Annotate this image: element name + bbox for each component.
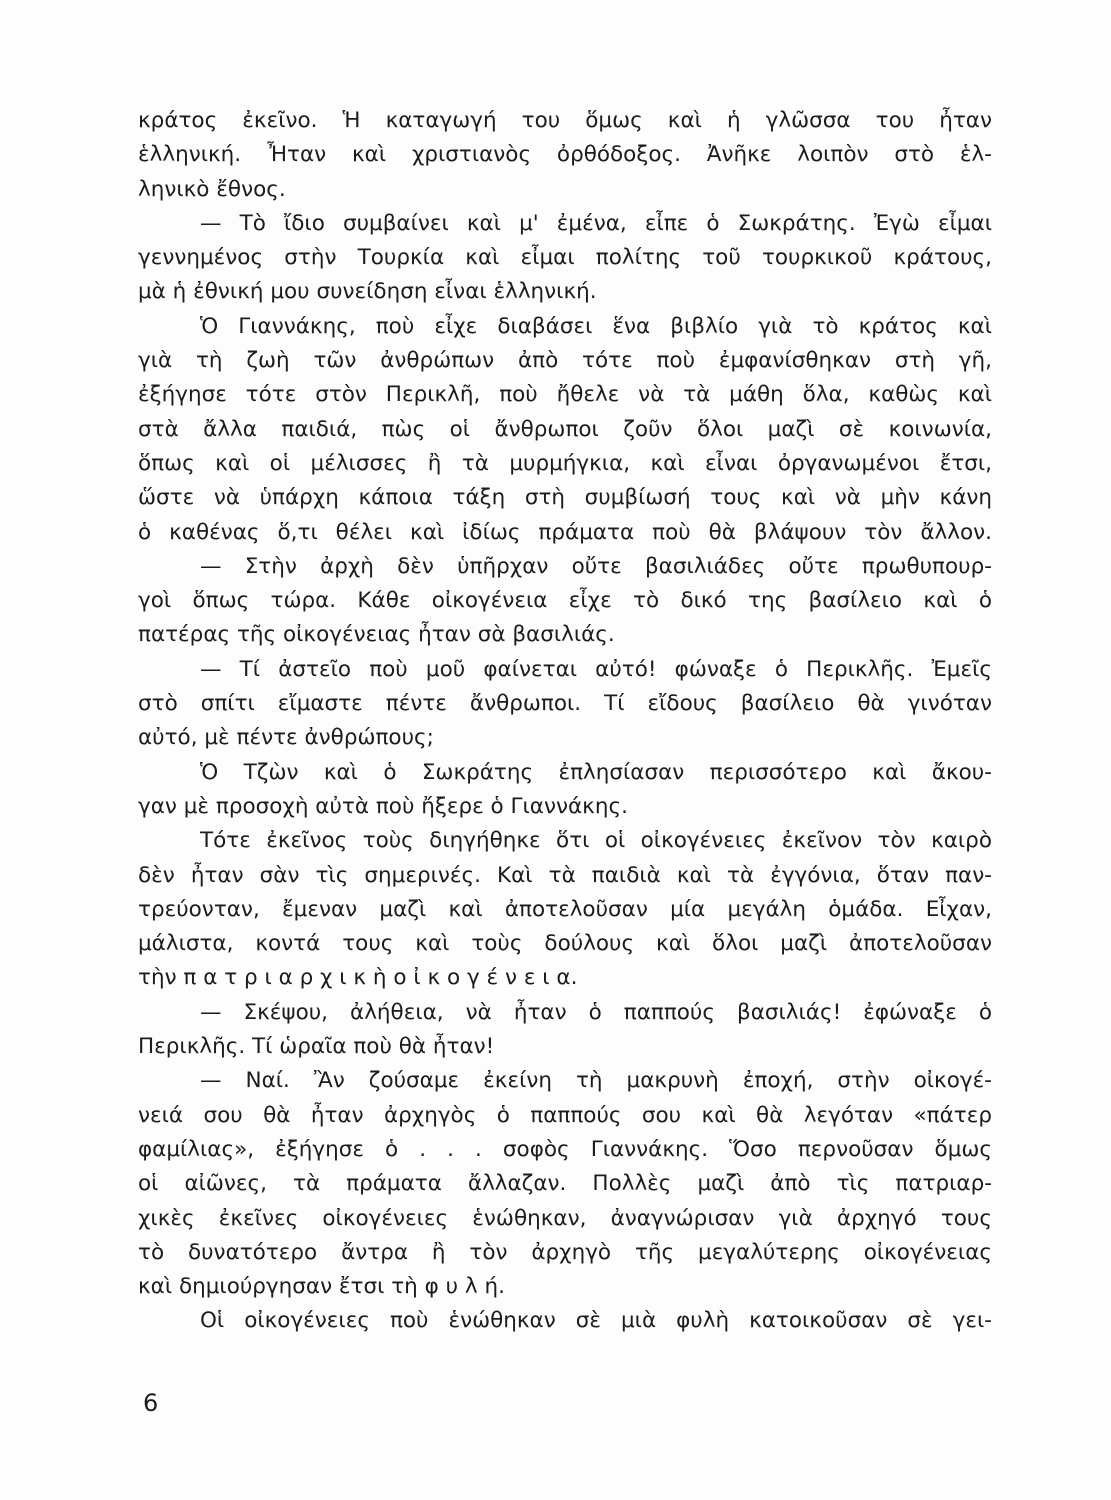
text-line: — Τί ἀστεῖο ποὺ μοῦ φαίνεται αὐτό! φώναξε ὁ Περικλῆς. Ἐμεῖς — [200, 656, 992, 682]
text-line: κράτος ἐκεῖνο. Ἡ καταγωγή του ὅμως καὶ ἡ γλῶσσα του ἦταν — [138, 108, 992, 133]
text-line: μὰ ἡ ἐθνική μου συνείδηση εἶναι ἑλληνική. — [138, 279, 597, 305]
text-line: Τότε ἐκεῖνος τοὺς διηγήθηκε ὅτι οἱ οἰκογένειες ἐκεῖνον τὸν καιρὸ — [200, 828, 992, 854]
text-line: αὐτό, μὲ πέντε ἀνθρώπους; — [138, 725, 434, 751]
text-line: φαμίλιας», ἐξήγησε ὁ . . . σοφὸς Γιαννάκης. Ὅσο περνοῦσαν ὅμως — [138, 1136, 992, 1162]
text-line: γιὰ τὴ ζωὴ τῶν ἀνθρώπων ἀπὸ τότε ποὺ ἐμφανίσθηκαν στὴ γῆ, — [138, 348, 992, 374]
text-line: καὶ δημιούργησαν ἔτσι τὴ φ υ λ ή. — [138, 1274, 505, 1300]
text-line: τὴν π α τ ρ ι α ρ χ ι κ ὴ ο ἰ κ ο γ έ ν ε ι α. — [138, 965, 578, 991]
text-line: νειά σου θὰ ἦταν ἀρχηγὸς ὁ παππούς σου καὶ θὰ λεγόταν «πάτερ — [138, 1102, 992, 1128]
text-line: στὸ σπίτι εἴμαστε πέντε ἄνθρωποι. Τί εἴδους βασίλειο θὰ γινόταν — [138, 691, 992, 717]
text-line: πατέρας τῆς οἰκογένειας ἦταν σὰ βασιλιάς. — [138, 622, 615, 648]
text-line: Περικλῆς. Τί ὡραῖα ποὺ θὰ ἦταν! — [138, 1034, 495, 1060]
text-line: ὁ καθένας ὅ,τι θέλει καὶ ἰδίως πράματα ποὺ θὰ βλάψουν τὸν ἄλλον. — [138, 519, 992, 545]
text-line: γεννημένος στὴν Τουρκία καὶ εἶμαι πολίτης τοῦ τουρκικοῦ κράτους, — [138, 245, 992, 271]
text-line: — Σκέψου, ἀλήθεια, νὰ ἦταν ὁ παππούς βασιλιάς! ἐφώναξε ὁ — [200, 999, 992, 1025]
text-line: οἱ αἰῶνες, τὰ πράματα ἄλλαζαν. Πολλὲς μαζὶ ἀπὸ τὶς πατριαρ- — [138, 1171, 992, 1197]
text-line: ἐξήγησε τότε στὸν Περικλῆ, ποὺ ἤθελε νὰ τὰ μάθη ὅλα, καθὼς καὶ — [138, 382, 992, 408]
page-number: 6 — [143, 1389, 159, 1417]
text-line: γοὶ ὅπως τώρα. Κάθε οἰκογένεια εἶχε τὸ δικό της βασίλειο καὶ ὁ — [138, 588, 992, 614]
text-line: ὥστε νὰ ὑπάρχη κάποια τάξη στὴ συμβίωσή τους καὶ νὰ μὴν κάνη — [138, 485, 992, 511]
text-line: ἑλληνική. Ἦταν καὶ χριστιανὸς ὀρθόδοξος. Ἀνῆκε λοιπὸν στὸ ἑλ- — [138, 142, 992, 168]
text-line: χικὲς ἐκεῖνες οἰκογένειες ἑνώθηκαν, ἀναγνώρισαν γιὰ ἀρχηγό τους — [138, 1205, 992, 1231]
text-line: Ὁ Γιαννάκης, ποὺ εἶχε διαβάσει ἕνα βιβλίο γιὰ τὸ κράτος καὶ — [200, 313, 992, 339]
text-line: ληνικὸ ἔθνος. — [138, 176, 286, 202]
text-line: δὲν ἦταν σὰν τὶς σημερινές. Καὶ τὰ παιδιὰ καὶ τὰ ἐγγόνια, ὅταν παν- — [138, 862, 992, 888]
text-line: — Ναί. Ἂν ζούσαμε ἐκείνη τὴ μακρυνὴ ἐποχή, στὴν οἰκογέ- — [200, 1068, 992, 1094]
page-text — [138, 104, 992, 1339]
text-line: — Στὴν ἀρχὴ δὲν ὑπῆρχαν οὔτε βασιλιάδες οὔτε πρωθυπουρ- — [200, 553, 992, 579]
text-line: τὸ δυνατότερο ἄντρα ἢ τὸν ἀρχηγὸ τῆς μεγαλύτερης οἰκογένειας — [138, 1239, 992, 1265]
text-line: μάλιστα, κοντά τους καὶ τοὺς δούλους καὶ ὅλοι μαζὶ ἀποτελοῦσαν — [138, 931, 992, 957]
text-line: γαν μὲ προσοχὴ αὐτὰ ποὺ ἤξερε ὁ Γιαννάκης. — [138, 793, 628, 819]
text-line: ὅπως καὶ οἱ μέλισσες ἢ τὰ μυρμήγκια, καὶ εἶναι ὀργανωμένοι ἔτσι, — [138, 450, 992, 476]
text-line: Οἱ οἰκογένειες ποὺ ἑνώθηκαν σὲ μιὰ φυλὴ κατοικοῦσαν σὲ γει- — [200, 1308, 992, 1334]
text-line: Ὁ Τζὼν καὶ ὁ Σωκράτης ἐπλησίασαν περισσότερο καὶ ἄκου- — [200, 759, 992, 785]
text-line: — Τὸ ἴδιο συμβαίνει καὶ μ' ἐμένα, εἶπε ὁ Σωκράτης. Ἐγὼ εἶμαι — [200, 210, 992, 236]
text-line: στὰ ἄλλα παιδιά, πὼς οἱ ἄνθρωποι ζοῦν ὅλοι μαζὶ σὲ κοινωνία, — [138, 416, 992, 442]
text-line: τρεύονταν, ἔμεναν μαζὶ καὶ ἀποτελοῦσαν μία μεγάλη ὁμάδα. Εἶχαν, — [138, 896, 992, 922]
